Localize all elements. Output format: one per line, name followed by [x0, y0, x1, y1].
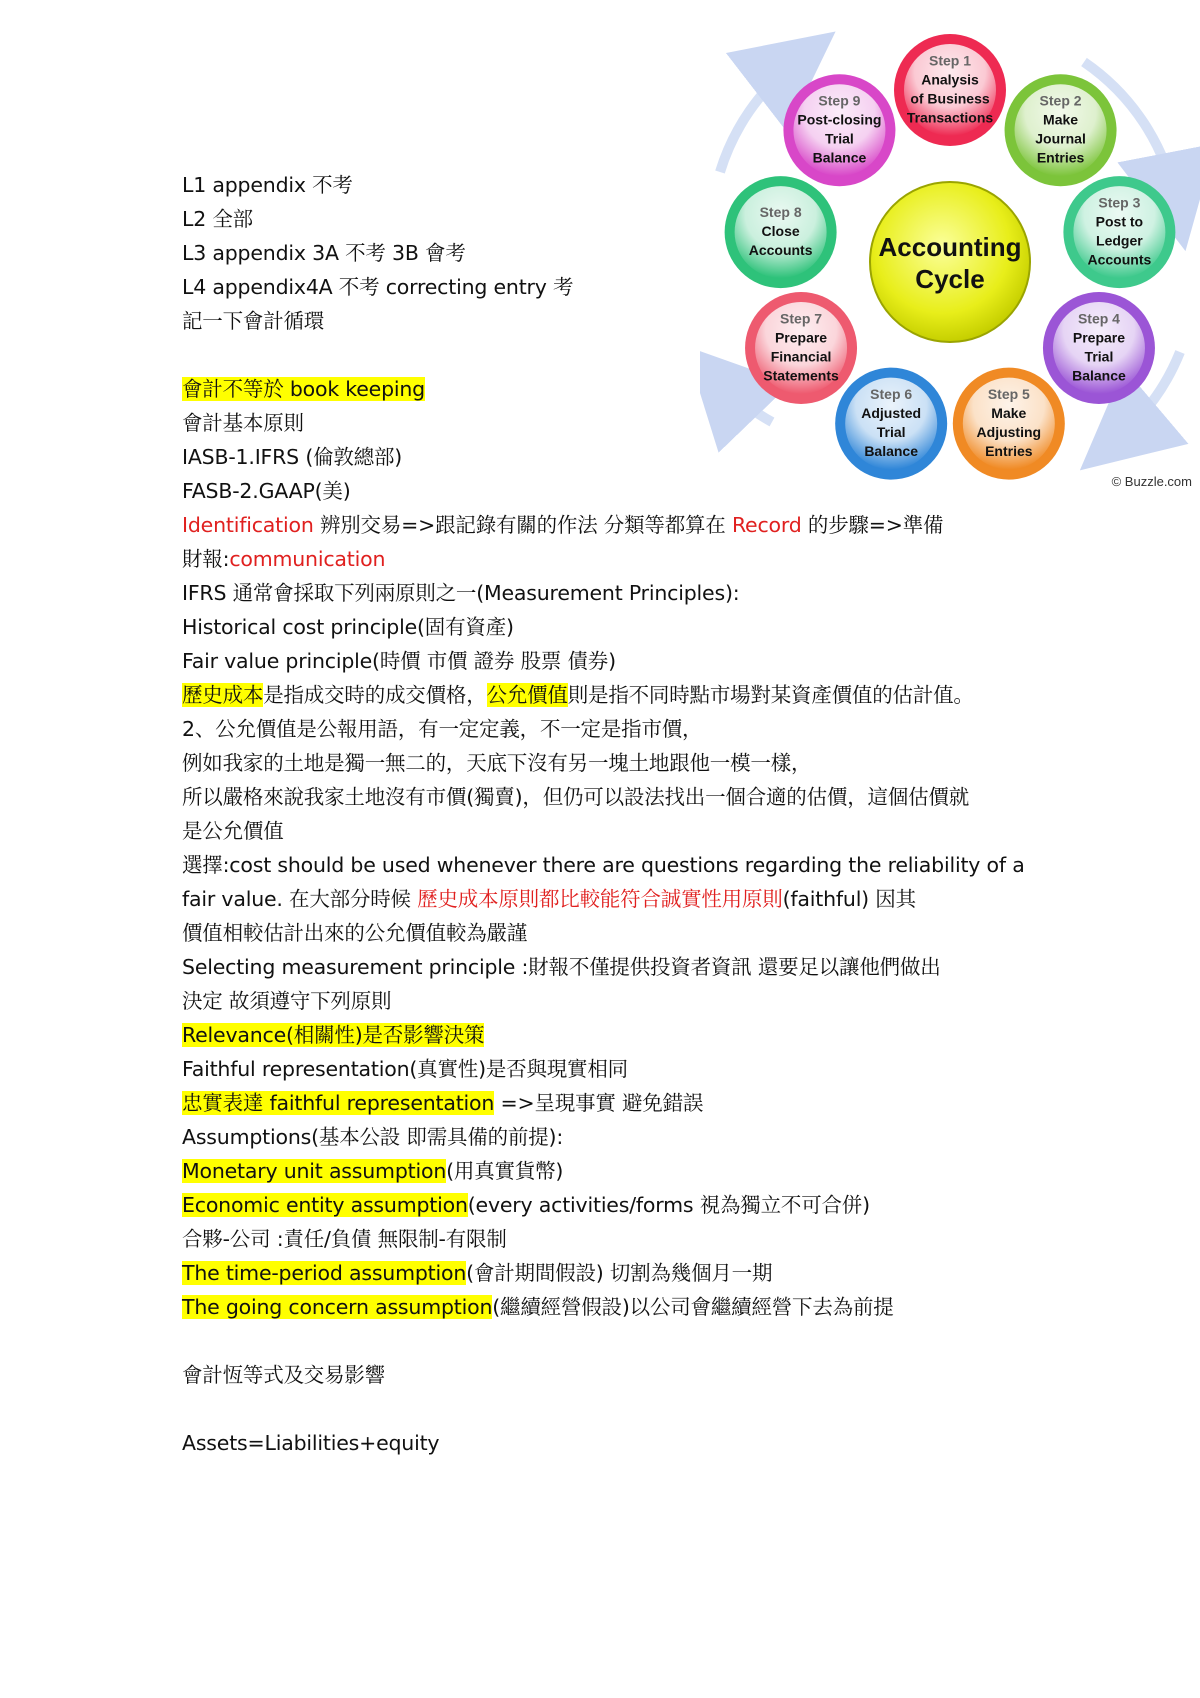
note-historical-cost: Historical cost principle(固有資產)	[182, 615, 514, 639]
cycle-step-3	[1063, 176, 1175, 288]
highlight-economic-entity: Economic entity assumption	[182, 1193, 468, 1217]
cycle-step-text: Balance	[812, 149, 867, 166]
note-equation-title: 會計恆等式及交易影響	[182, 1363, 385, 1387]
note-relevance	[182, 1020, 484, 1050]
note-selecting-2: 決定 故須遵守下列原則	[182, 989, 392, 1013]
highlight-bookkeeping: 會計不等於 book keeping	[182, 377, 425, 401]
text-c2a: fair value. 在大部分時候	[182, 887, 418, 911]
note-l3: L3 appendix 3A 不考 3B 會考	[182, 241, 466, 265]
highlight-historical-cost: 歷史成本	[182, 683, 264, 707]
cycle-step-9	[783, 74, 895, 186]
cycle-step-6	[835, 368, 947, 480]
note-l1: L1 appendix 不考	[182, 173, 353, 197]
note-time-period	[182, 1258, 772, 1288]
cycle-step-text: Trial	[876, 424, 906, 441]
text-identification-desc: 辨別交易=>跟記錄有關的作法 分類等都算在	[313, 513, 732, 537]
highlight-relevance: Relevance(相關性)是否影響決策	[182, 1023, 485, 1047]
cycle-step-text: Make	[991, 405, 1027, 422]
buzzle-credit: © Buzzle.com	[1111, 474, 1192, 489]
cycle-step-label: Step 2	[1039, 92, 1082, 109]
cycle-step-text: Balance	[1072, 367, 1126, 384]
note-l2: L2 全部	[182, 207, 253, 231]
cycle-step-label: Step 1	[928, 52, 972, 69]
highlight-faithful-representation: 忠實表達 faithful representation	[182, 1091, 495, 1115]
note-communication	[182, 544, 385, 574]
cycle-step-label: Step 7	[780, 310, 823, 327]
cycle-step-text: Financial	[770, 348, 832, 365]
highlight-monetary: Monetary unit assumption	[182, 1159, 447, 1183]
note-choice-1: 選擇:cost should be used whenever there are questions regarding the reliability of a	[182, 853, 1025, 877]
cycle-step-text: Prepare	[1072, 329, 1126, 346]
center-title-line2: Cycle	[915, 264, 985, 294]
cycle-step-text: Entries	[985, 443, 1033, 460]
text-going-concern: (繼續經營假設)以公司會繼續經營下去為前提	[492, 1295, 894, 1319]
center-title-line1: Accounting	[878, 232, 1022, 262]
note-selecting-1: Selecting measurement principle :財報不僅提供投資者資訊 還要足以讓他們做出	[182, 955, 941, 979]
note-economic-entity	[182, 1190, 870, 1220]
cycle-step-text: Accounts	[1087, 251, 1152, 268]
term-record: Record	[731, 513, 802, 537]
cycle-center	[870, 182, 1030, 342]
note-choice-2	[182, 884, 916, 914]
note-fair-value: Fair value principle(時價 市價 證券 股票 債券)	[182, 649, 616, 673]
highlight-time-period: The time-period assumption	[182, 1261, 467, 1285]
highlight-fair-value: 公允價值	[486, 683, 568, 707]
cycle-step-label: Step 6	[870, 386, 913, 403]
cycle-step-text: Analysis	[921, 71, 979, 88]
cycle-step-4	[1043, 292, 1155, 404]
text-financial-report: 財報:	[182, 547, 230, 571]
cycle-step-label: Step 4	[1077, 310, 1120, 327]
note-l4: L4 appendix4A 不考 correcting entry 考	[182, 275, 574, 299]
note-fasb: FASB-2.GAAP(美)	[182, 479, 351, 503]
cycle-arrow-top-left	[720, 62, 796, 172]
cycle-step-label: Step 3	[1098, 194, 1141, 211]
note-faithful-representation	[182, 1088, 703, 1118]
cycle-step-1	[894, 34, 1006, 146]
text-c2c: (faithful) 因其	[782, 887, 916, 911]
cycle-step-text: Balance	[864, 443, 919, 460]
cycle-step-7	[745, 292, 857, 404]
term-identification: Identification	[182, 513, 314, 537]
text-p1d: 則是指不同時點市場對某資產價值的估計值。	[567, 683, 974, 707]
note-faithful: Faithful representation(真實性)是否與現實相同	[182, 1057, 628, 1081]
note-cycle-reminder: 記一下會計循環	[182, 309, 325, 333]
cycle-step-text: Entries	[1036, 149, 1085, 166]
cycle-step-text: Transactions	[906, 109, 994, 126]
note-equation: Assets=Liabilities+equity	[182, 1431, 440, 1455]
cycle-step-text: Post-closing	[797, 111, 882, 128]
note-cost-vs-fair-5: 是公允價值	[182, 819, 284, 843]
cycle-step-text: Adjusted	[861, 405, 922, 422]
note-assumptions: Assumptions(基本公設 即需具備的前提):	[182, 1125, 564, 1149]
text-fr-b: =>呈現事實 避免錯誤	[494, 1091, 704, 1115]
note-basic-principles: 會計基本原則	[182, 411, 304, 435]
text-monetary: (用真實貨幣)	[446, 1159, 564, 1183]
cycle-step-label: Step 8	[759, 204, 802, 221]
cycle-step-2	[1005, 74, 1117, 186]
cycle-step-text: Statements	[763, 367, 839, 384]
note-monetary	[182, 1156, 563, 1186]
cycle-step-text: Trial	[1084, 348, 1114, 365]
cycle-step-text: of Business	[910, 90, 990, 107]
note-choice-3: 價值相較估計出來的公允價值較為嚴謹	[182, 921, 528, 945]
term-communication: communication	[229, 547, 386, 571]
note-cost-vs-fair-4: 所以嚴格來說我家土地沒有市價(獨賣)，但仍可以設法找出一個合適的估價，這個估價就	[182, 785, 969, 809]
note-cost-vs-fair-1	[182, 680, 974, 710]
text-p1b: 是指成交時的成交價格，	[263, 683, 487, 707]
note-partnership: 合夥-公司 :責任/負債 無限制-有限制	[182, 1227, 507, 1251]
cycle-step-text: Accounts	[748, 242, 813, 259]
cycle-step-5	[953, 368, 1065, 480]
cycle-step-label: Step 9	[818, 92, 861, 109]
cycle-step-text: Close	[761, 223, 800, 240]
cycle-step-text: Prepare	[774, 329, 828, 346]
text-record-desc: 的步驟=>準備	[801, 513, 944, 537]
cycle-step-text: Adjusting	[976, 424, 1042, 441]
note-going-concern	[182, 1292, 894, 1322]
cycle-step-8	[725, 176, 837, 288]
highlight-going-concern: The going concern assumption	[182, 1295, 493, 1319]
note-cost-vs-fair-2: 2、公允價值是公報用語，有一定定義，不一定是指市價，	[182, 717, 703, 741]
note-iasb: IASB-1.IFRS (倫敦總部)	[182, 445, 403, 469]
cycle-step-text: Journal	[1035, 130, 1086, 147]
term-historical-faithful: 歷史成本原則都比較能符合誠實性用原則	[417, 887, 783, 911]
cycle-step-label: Step 5	[987, 386, 1030, 403]
cycle-step-text: Trial	[825, 130, 854, 147]
note-bookkeeping	[182, 374, 425, 404]
accounting-cycle-diagram	[700, 22, 1200, 492]
text-time-period: (會計期間假設) 切割為幾個月一期	[466, 1261, 773, 1285]
note-identification	[182, 510, 943, 540]
text-economic-entity: (every activities/forms 視為獨立不可合併)	[467, 1193, 870, 1217]
note-cost-vs-fair-3: 例如我家的土地是獨一無二的，天底下沒有另一塊土地跟他一模一樣，	[182, 751, 812, 775]
cycle-step-text: Post to	[1095, 213, 1144, 230]
cycle-step-text: Make	[1043, 111, 1079, 128]
cycle-step-text: Ledger	[1096, 232, 1143, 249]
note-ifrs-measurement: IFRS 通常會採取下列兩原則之一(Measurement Principles):	[182, 581, 740, 605]
